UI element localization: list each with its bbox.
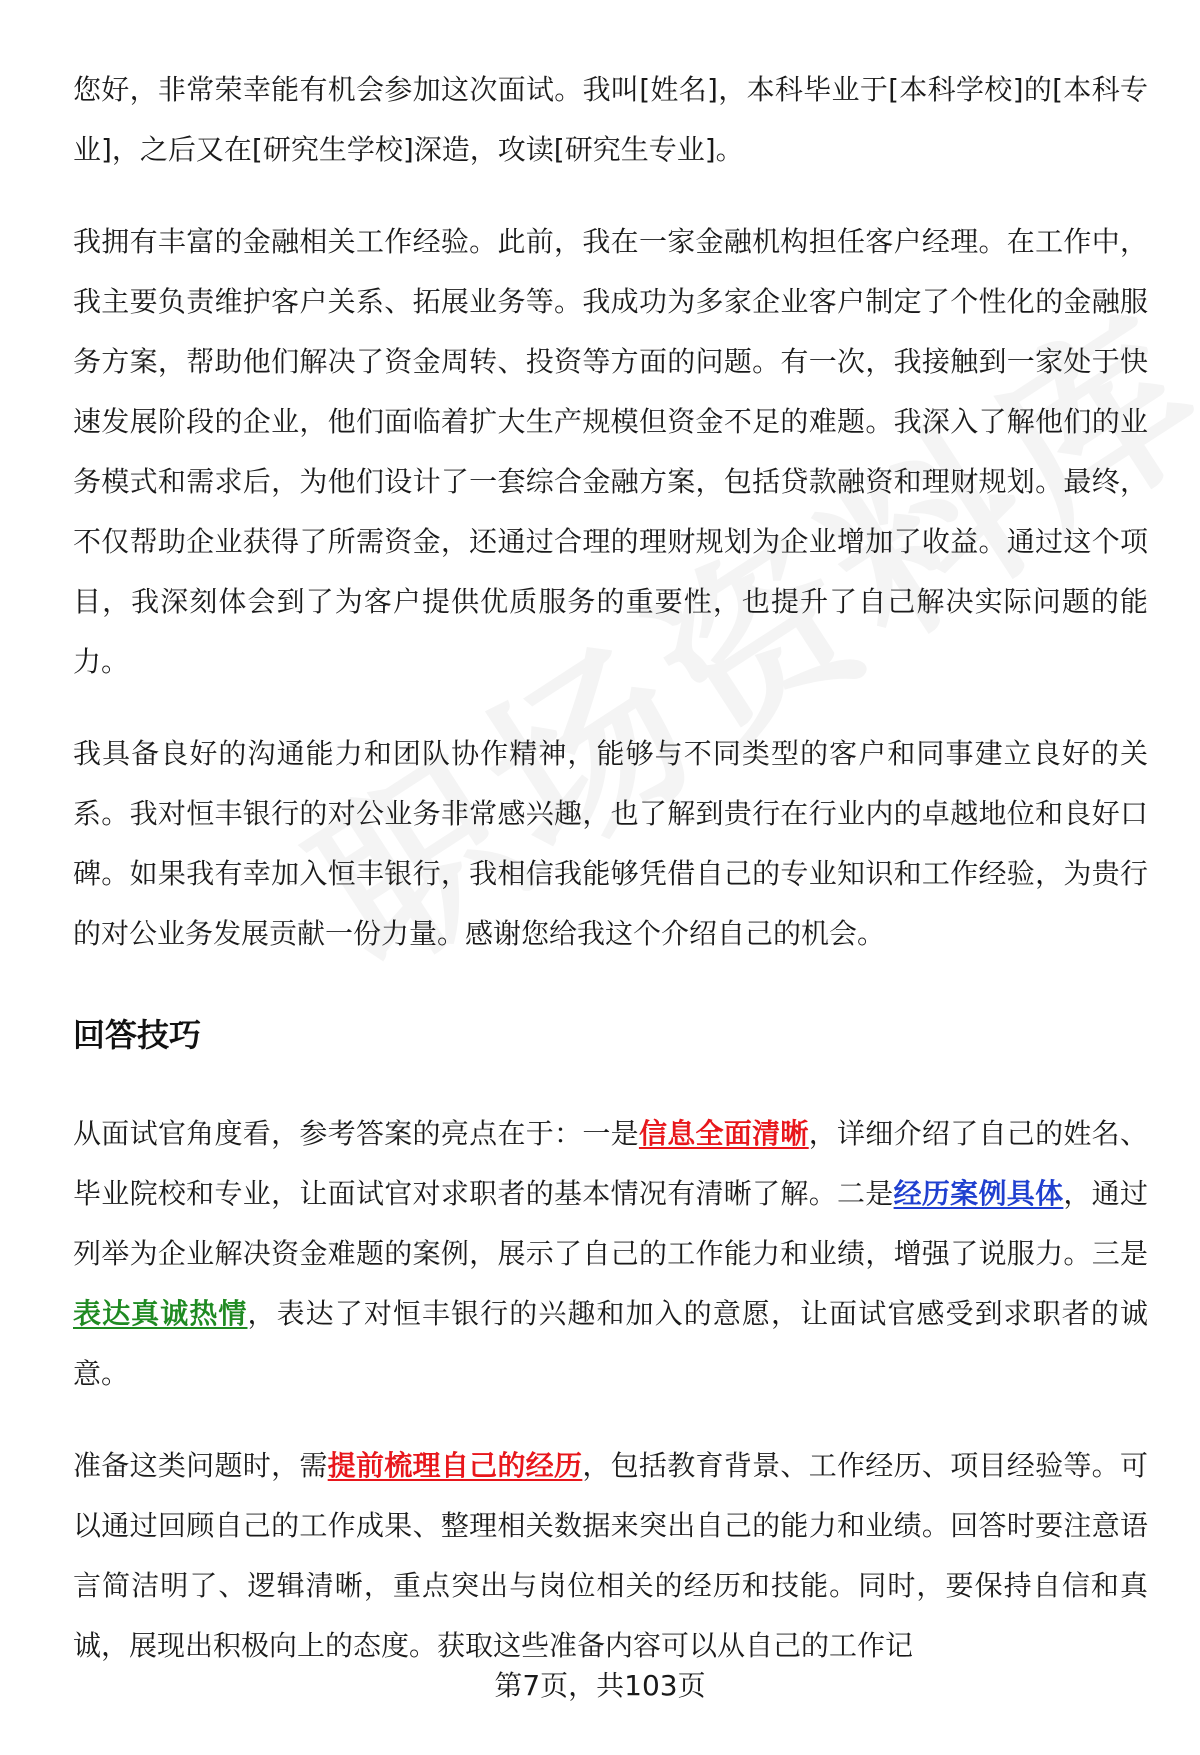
tips-paragraph-2 xyxy=(73,1436,1148,1676)
tips-text: 从面试官角度看，参考答案的亮点在于：一是 xyxy=(73,1117,639,1150)
highlight-info-clear: 信息全面清晰 xyxy=(638,1117,809,1150)
tips-text: ，表达了对恒丰银行的兴趣和加入的意愿，让面试官感受到求职者的诚意。 xyxy=(73,1297,1148,1390)
document-body xyxy=(73,60,1148,1676)
tips-text: 准备这类问题时，需 xyxy=(73,1449,328,1482)
page-number: 第7页，共103页 xyxy=(494,1669,706,1702)
highlight-sort-experience: 提前梳理自己的经历 xyxy=(327,1449,583,1482)
tips-paragraph-1 xyxy=(73,1104,1148,1404)
experience-paragraph: 我拥有丰富的金融相关工作经验。此前，我在一家金融机构担任客户经理。在工作中，我主要负责维护客户关系、拓展业务等。我成功为多家企业客户制定了个性化的金融服务方案，帮助他们解决了资金周转、投资等方面的问题。有一次，我接触到一家处于快速发展阶段的企业，他们面临着扩大生产规模但资金不足的难题。我深入了解他们的业务模式和需求后，为他们设计了一套综合金融方案，包括贷款融资和理财规划。最终，不仅帮助企业获得了所需资金，还通过合理的理财规划为企业增加了收益。通过这个项目，我深刻体会到了为客户提供优质服务的重要性，也提升了自己解决实际问题的能力。 xyxy=(73,225,1148,678)
tips-text: ，包括教育背景、工作经历、项目经验等。可以通过回顾自己的工作成果、整理相关数据来突出自己的能力和业绩。回答时要注意语言简洁明了、逻辑清晰，重点突出与岗位相关的经历和技能。同时，要保持自信和真诚，展现出积极向上的态度。获取这些准备内容可以从自己的工作记 xyxy=(73,1449,1148,1662)
highlight-case-specific: 经历案例具体 xyxy=(893,1177,1064,1210)
intro-paragraph: 您好，非常荣幸能有机会参加这次面试。我叫[姓名]，本科毕业于[本科学校]的[本科专业]，之后又在[研究生学校]深造，攻读[研究生专业]。 xyxy=(73,73,1148,166)
tips-text: ，通过列举为企业解决资金难题的案例，展示了自己的工作能力和业绩，增强了说服力。三是 xyxy=(73,1177,1148,1270)
section-heading: 回答技巧 xyxy=(73,1016,202,1054)
tips-text: ，详细介绍了自己的姓名、毕业院校和专业，让面试官对求职者的基本情况有清晰了解。二是 xyxy=(73,1117,1148,1210)
closing-paragraph: 我具备良好的沟通能力和团队协作精神，能够与不同类型的客户和同事建立良好的关系。我对恒丰银行的对公业务非常感兴趣，也了解到贵行在行业内的卓越地位和良好口碑。如果我有幸加入恒丰银行，我相信我能够凭借自己的专业知识和工作经验，为贵行的对公业务发展贡献一份力量。感谢您给我这个介绍自己的机会。 xyxy=(73,737,1148,950)
highlight-sincere-passion: 表达真诚热情 xyxy=(73,1297,248,1330)
